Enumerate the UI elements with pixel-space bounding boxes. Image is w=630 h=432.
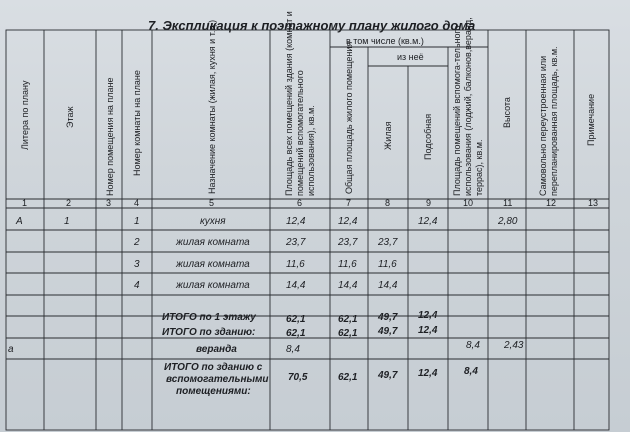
cell-s7: 11,6 (338, 259, 357, 270)
cell-s9: 12,4 (418, 368, 438, 379)
cell-s9: 12,4 (418, 310, 438, 321)
header-podsobnaya: Подсобная (423, 113, 433, 160)
cell-s8: 49,7 (378, 326, 398, 337)
header-v-tom-chisle: в том числе (кв.м.) (346, 36, 424, 46)
col-num-13: 13 (588, 198, 599, 208)
cell-naznachenie: кухня (200, 216, 226, 227)
cell-s8: 23,7 (378, 237, 398, 248)
col-num-2: 2 (66, 198, 72, 208)
total-building-row (162, 325, 438, 339)
col-num-4: 4 (134, 198, 140, 208)
cell-s9: 12,4 (418, 325, 438, 336)
cell-s6: 70,5 (288, 372, 308, 383)
total-aux-label-2: вспомогательными (166, 374, 269, 385)
cell-naznachenie: веранда (196, 344, 237, 355)
cell-litera: а (8, 344, 14, 355)
cell-s7: 62,1 (338, 328, 358, 339)
header-obshchaya: Общая площадь жилого помещения (344, 41, 354, 194)
cell-s6: 62,1 (286, 314, 306, 325)
cell-s7: 14,4 (338, 280, 358, 291)
column-numbers (22, 198, 598, 208)
header-vysota: Высота (502, 97, 512, 128)
col-num-10: 10 (463, 198, 474, 208)
cell-s7: 62,1 (338, 314, 358, 325)
cell-komnata: 3 (134, 259, 140, 270)
cell-s9: 12,4 (418, 216, 438, 227)
total-floor-label: ИТОГО по 1 этажу (162, 312, 256, 323)
total-with-aux-row (164, 362, 478, 397)
table-row (15, 216, 518, 227)
cell-s7: 12,4 (338, 216, 358, 227)
cell-komnata: 2 (134, 237, 140, 248)
cell-s8: 14,4 (378, 280, 398, 291)
header-nomer-pomeshcheniya: Номер помещения на плане (105, 77, 115, 196)
total-aux-label-1: ИТОГО по зданию с (164, 362, 263, 373)
col-num-8: 8 (385, 198, 391, 208)
col-num-1: 1 (22, 198, 28, 208)
table-row (134, 259, 397, 270)
header-nomer-komnaty: Номер комнаты на плане (132, 70, 142, 176)
cell-s6: 11,6 (286, 259, 305, 270)
col-num-9: 9 (426, 198, 432, 208)
page-title: 7. Экспликация к поэтажному плану жилого дома (148, 18, 476, 33)
header-ploshchad-vseh: Площадь всех помещений здания (комнат и помещений вспомогательного использования), кв.м. (284, 11, 316, 196)
table-row (133, 237, 398, 248)
header-samovolno: Самовольно переустроенная или перепланированная площадь, кв.м. (538, 46, 559, 196)
cell-komnata: 1 (134, 216, 140, 227)
cell-s8: 11,6 (378, 259, 397, 270)
cell-s10: 8,4 (466, 340, 480, 351)
cell-s11: 2,43 (504, 340, 524, 351)
cell-s8: 49,7 (378, 312, 398, 323)
col-num-12: 12 (546, 198, 557, 208)
cell-s6: 12,4 (286, 216, 306, 227)
cell-s6: 14,4 (286, 280, 306, 291)
header-vspomog: Площадь помещений вспомога-тельного использования (лоджий, балконов,веранд, террас), кв.м. (452, 17, 484, 196)
table-grid (6, 30, 609, 430)
header-naznachenie: Назначение комнаты (жилая, кухня и т.д.) (207, 19, 217, 194)
header-zhilaya: Жилая (383, 121, 393, 150)
table-row (134, 280, 398, 291)
cell-s7: 62,1 (338, 372, 358, 383)
cell-naznachenie: жилая комната (176, 237, 250, 248)
cell-s10: 8,4 (464, 366, 478, 377)
cell-naznachenie: жилая комната (176, 280, 250, 291)
col-num-3: 3 (106, 198, 112, 208)
cell-litera: А (16, 216, 23, 227)
total-aux-label-3: помещениями: (176, 386, 251, 397)
header-iz-nee: из неё (397, 52, 424, 62)
header-litera: Литера по плану (20, 80, 30, 150)
cell-s6: 62,1 (286, 328, 306, 339)
cell-s7: 23,7 (338, 237, 358, 248)
cell-s11: 2,80 (498, 216, 518, 227)
veranda-row (8, 340, 524, 355)
col-num-5: 5 (209, 198, 215, 208)
col-num-6: 6 (297, 198, 303, 208)
cell-naznachenie: жилая комната (176, 259, 250, 270)
total-building-label: ИТОГО по зданию: (162, 327, 256, 338)
cell-etazh: 1 (64, 216, 70, 227)
header-primechanie: Примечание (586, 93, 596, 146)
col-num-7: 7 (346, 198, 352, 208)
cell-komnata: 4 (134, 280, 140, 291)
col-num-11: 11 (503, 198, 513, 208)
total-floor-row (162, 310, 438, 325)
cell-s6: 23,7 (286, 237, 306, 248)
cell-s6: 8,4 (286, 344, 300, 355)
header-etazh: Этаж (65, 106, 75, 128)
cell-s8: 49,7 (378, 370, 398, 381)
